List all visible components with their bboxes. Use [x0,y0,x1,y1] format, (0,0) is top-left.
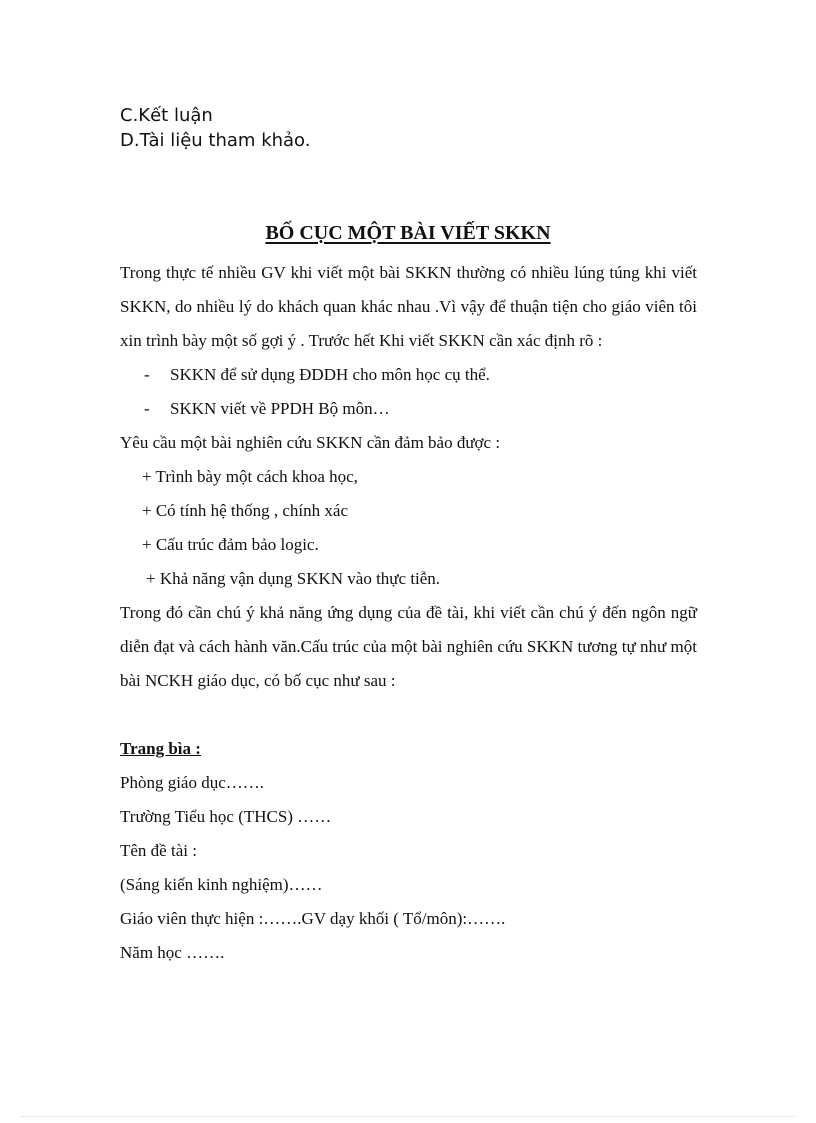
note-paragraph: Trong đó cần chú ý khả năng ứng dụng của đề tài, khi viết cần chú ý đến ngôn ngữ diễn đạt và cách hành văn.Cấu trúc của một bài nghiên cứu SKKN tương tự như một bài NCKH giáo dục, có bố cục như sau : [120,603,697,690]
dash-list-item [120,392,697,426]
page-bottom-divider [20,1116,796,1117]
cover-line: Giáo viên thực hiện :…….GV dạy khối ( Tổ/môn):……. [120,909,506,928]
outline-item-references: D.Tài liệu tham khảo. [120,130,311,151]
document-body [120,256,697,970]
plus-list-item: + Khả năng vận dụng SKKN vào thực tiễn. [146,569,441,588]
dash-bullet: - [144,399,150,418]
dash-item-text: SKKN để sử dụng ĐDDH cho môn học cụ thể. [170,365,490,384]
outline-item-conclusion: C.Kết luận [120,105,213,126]
dash-item-text: SKKN viết về PPDH Bộ môn… [170,399,390,418]
cover-line: Năm học ……. [120,943,225,962]
plus-list-item: + Trình bày một cách khoa học, [142,467,358,486]
cover-line: Trường Tiểu học (THCS) …… [120,807,332,826]
dash-list-item [120,358,697,392]
outline-continuation [120,103,310,153]
section-title [0,220,816,246]
plus-list-item: + Cấu trúc đảm bảo logic. [142,535,319,554]
cover-page-heading: Trang bìa : [120,739,201,758]
requirements-intro: Yêu cầu một bài nghiên cứu SKKN cần đảm bảo được : [120,433,501,452]
cover-line: Tên đề tài : [120,841,197,860]
cover-line: Phòng giáo dục……. [120,773,265,792]
intro-paragraph: Trong thực tế nhiều GV khi viết một bài SKKN thường có nhiều lúng túng khi viết SKKN, do nhiều lý do khách quan khác nhau .Vì vậy để thuận tiện cho giáo viên tôi xin trình bày một số gợi ý . Trước hết Khi viết SKKN cần xác định rõ : [120,263,697,350]
plus-list-item: + Có tính hệ thống , chính xác [142,501,349,520]
section-title-text: BỐ CỤC MỘT BÀI VIẾT SKKN [265,222,551,244]
dash-bullet: - [144,365,150,384]
paragraph-spacer [120,698,697,732]
cover-line: (Sáng kiến kinh nghiệm)…… [120,875,323,894]
